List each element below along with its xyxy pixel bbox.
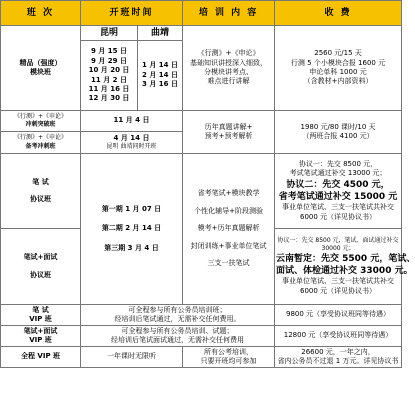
time-xieyi: 第一期 1 月 07 日 第二期 2 月 14 日 第三期 3 月 4 日 [81,154,183,305]
table-row [1,305,402,326]
time-vip1: 可全程参与所有公务员培训班； 经培训后笔试通过，无需补交任何费用。 [81,305,275,326]
header-content: 培 训 内 容 [183,1,275,26]
table-row [1,347,402,368]
fee-mianshi: 协议一：先交 8500 元，笔试、面试通过补交 30000 元； 云南暂定：先交 5500 元，笔试、 面试、体检通过补交 33000 元。 事业单位笔试、三支一扶笔试共补交 6000 元（详见协议书） [275,229,402,305]
class-vip3: 全程 VIP 班 [1,347,81,368]
content-jingpin: 《行测》+《申论》 基础知识讲授深入细致， 分模块讲考点、 难点进行讲解 [183,26,275,111]
class-vip2: 笔试+面试 VIP 班 [1,326,81,347]
fee-vip2: 12800 元（享受协议班同等待遇） [275,326,402,347]
content-xieyi: 省考笔试+模块教学 个性化辅导+阶段测验 模考+历年真题解析 封闭训练+事业单位笔试 三支一扶笔试 [183,154,275,305]
table-row [1,111,402,132]
class-tupo: 《行测》+《申论》 冲刺突破班 [1,111,81,132]
location-kunming: 昆明 [81,26,138,41]
table-row [1,326,402,347]
fee-vip1: 9800 元（享受协议班同等待遇） [275,305,402,326]
table-row [1,154,402,229]
header-row [1,1,402,26]
time-vip3: 一年课时无限听 [81,347,183,368]
time-tupo: 11 月 4 日 [81,111,183,132]
time-tupo2: 4 月 14 日 昆明 曲靖同时开班 [81,132,183,154]
kunming-dates: 9 月 15 日 9 月 29 日 10 月 20 日 11 月 2 日 11 月 16 日 12 月 30 日 [81,41,138,111]
fee-jingpin: 2560 元/15 天 行测 5 个小模块合报 1600 元 申论单科 1000 元 （含教材+内部资料） [275,26,402,111]
class-vip1: 笔 试 VIP 班 [1,305,81,326]
header-class: 班 次 [1,1,81,26]
class-jingpin: 精品（强度） 模块班 [1,26,81,111]
fee-tupo: 1980 元/80 课时/10 天 （两班合报 4100 元） [275,111,402,154]
time-vip2: 可全程参与所有公务员培训、试题； 经培训后笔试面试通过，无需补交任何费用 [81,326,275,347]
content-vip3: 所有公考培训， 只要开班均可参加 [183,347,275,368]
fee-vip3: 26600 元，一年之内， 省内公务员不过退 1 万元。详见协议书 [275,347,402,368]
content-tupo: 历年真题讲解+ 预考+预考解析 [183,111,275,154]
header-fee: 收 费 [275,1,402,26]
location-row [1,26,402,41]
class-tupo2: 《行测》+《申论》 备考冲刺班 [1,132,81,154]
header-time: 开班时间 [81,1,183,26]
class-bishi: 笔 试 协议班 [1,154,81,229]
location-qujing: 曲靖 [138,26,183,41]
class-mianshi: 笔试+面试 协议班 [1,229,81,305]
fee-bishi: 协议一：先交 8500 元， 考试笔试通过补交 13000 元； 协议二：先交 4500 元， 省考笔试通过补交 15000 元 事业单位笔试、三支一扶笔试共补交 6000 元（详见协议书） [275,154,402,229]
qujing-dates: 1 月 14 日 2 月 14 日 3 月 16 日 [138,41,183,111]
